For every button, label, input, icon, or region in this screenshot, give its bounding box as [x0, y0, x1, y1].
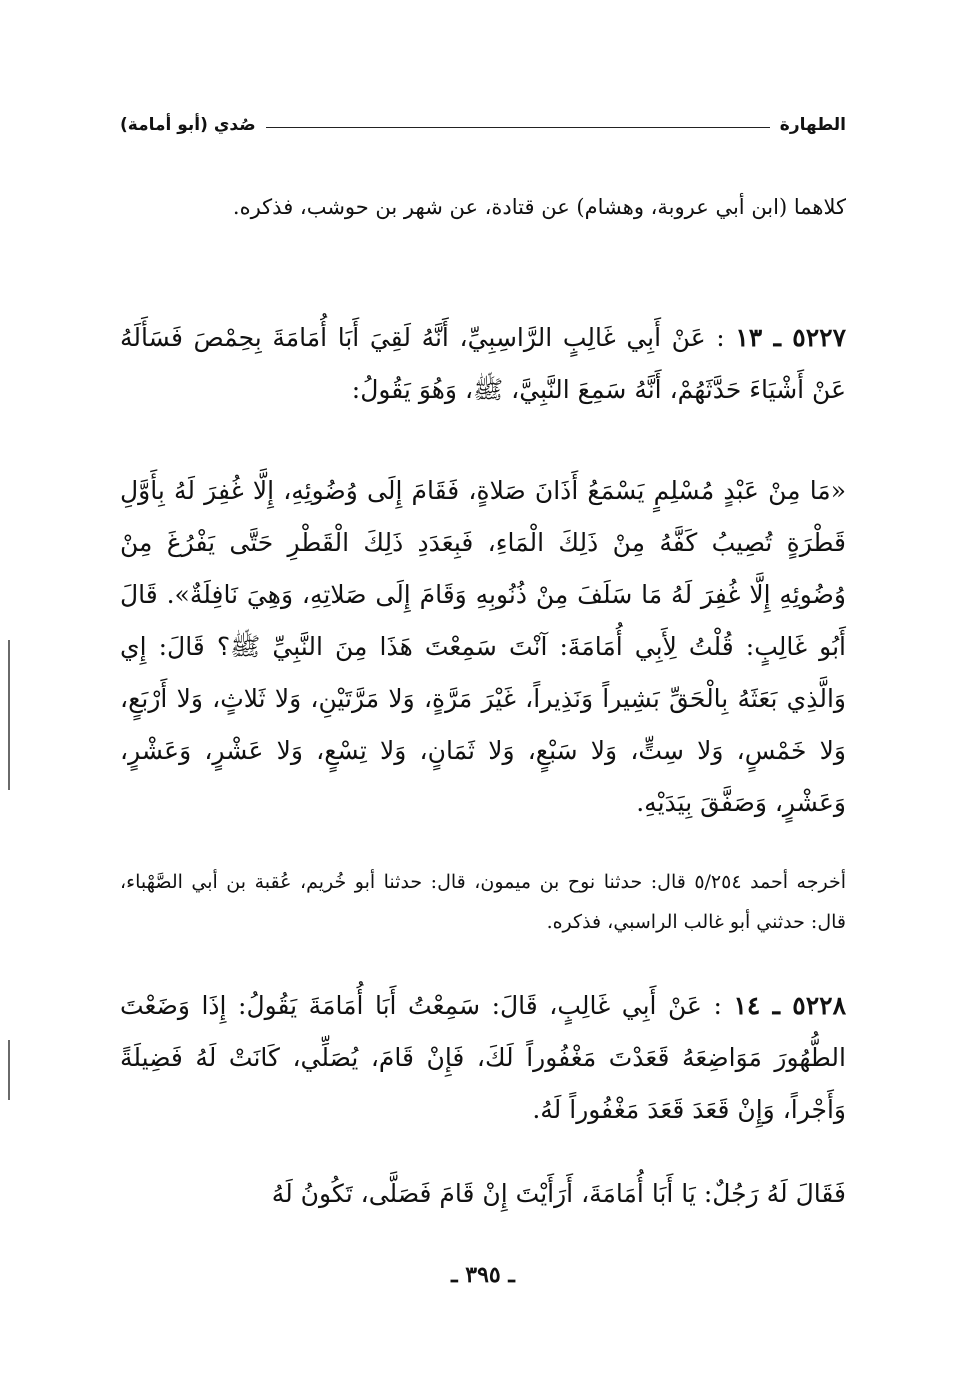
page-number: ـ ٣٩٥ ـ	[451, 1262, 515, 1288]
hadith-number: ٥٢٢٧ ـ ١٣	[735, 323, 846, 352]
hadith-5227-intro: ٥٢٢٧ ـ ١٣ : عَنْ أَبِي غَالِبٍ الرَّاسِبِيِّ، أَنَّهُ لَقِيَ أَبَا أُمَامَةَ بِحِمْصَ فَسَأَلَهُ عَنْ أَشْيَاءَ حَدَّثَهُمْ، أَنَّهُ سَمِعَ النَّبِيَّ، ﷺ، وَهُوَ يَقُولُ:	[120, 323, 846, 404]
scan-edge-mark	[8, 1040, 10, 1100]
hadith-5228-continuation: فَقَالَ لَهُ رَجُلٌ: يَا أَبَا أُمَامَةَ، أَرَأَيْتَ إِنْ قَامَ فَصَلَّى، تَكُونُ لَهُ	[271, 1179, 846, 1208]
intro-paragraph: كلاهما (ابن أبي عروبة، وهشام) عن قتادة، عن شهر بن حوشب، فذكره.	[232, 195, 846, 219]
takhrij-note: أخرجه أحمد ٥/٢٥٤ قال: حدثنا نوح بن ميمون، قال: حدثنا أبو خُريم، عُقبة بن أبي الصَّهْباء، قال: حدثني أبو غالب الراسبي، فذكره.	[120, 871, 846, 933]
hadith-5228: ٥٢٢٨ ـ ١٤ : عَنْ أَبِي غَالِبٍ، قَالَ: سَمِعْتُ أَبَا أُمَامَةَ يَقُولُ: إِذَا وَضَعْتَ الطُّهُورَ مَوَاضِعَهُ قَعَدْتَ مَغْفُوراً لَكَ، فَإِنْ قَامَ، يُصَلِّي، كَانَتْ لَهُ فَضِيلَةً وَأَجْراً، وَإِنْ قَعَدَ قَعَدَ مَغْفُوراً لَهُ.	[120, 991, 847, 1124]
header-section: الطهارة	[779, 115, 846, 135]
running-header	[120, 110, 846, 140]
hadith-number: ٥٢٢٨ ـ ١٤	[733, 991, 847, 1020]
scan-edge-mark	[8, 640, 10, 790]
header-narrator: صُدي (أبو أمامة)	[120, 115, 256, 135]
hadith-intro-text: عَنْ أَبِي غَالِبٍ الرَّاسِبِيِّ، أَنَّهُ لَقِيَ أَبَا أُمَامَةَ بِحِمْصَ فَسَأَلَهُ عَنْ أَشْيَاءَ حَدَّثَهُمْ، أَنَّهُ سَمِعَ النَّبِيَّ، ﷺ، وَهُوَ يَقُولُ:	[120, 323, 846, 404]
hadith-5227-body: «مَا مِنْ عَبْدٍ مُسْلِمٍ يَسْمَعُ أَذَانَ صَلاةٍ، فَقَامَ إِلَى وُضُوئِهِ، إِلَّا غُفِرَ لَهُ بِأَوَّلِ قَطْرَةٍ تُصِيبُ كَفَّهُ مِنْ ذَلِكَ الْمَاءِ، فَبِعَدَدِ ذَلِكَ الْقَطْرِ حَتَّى يَفْرُغَ مِنْ وُضُوئِهِ إِلَّا غُفِرَ لَهُ مَا سَلَفَ مِنْ ذُنُوبِهِ وَقَامَ إِلَى صَلاتِهِ، وَهِيَ نَافِلَةٌ». قَالَ أَبُو غَالِبٍ: قُلْتُ لِأَبِي أُمَامَةَ: آنْتَ سَمِعْتَ هَذَا مِنَ النَّبِيِّ ﷺ؟ قَالَ: إِي وَالَّذِي بَعَثَهُ بِالْحَقِّ بَشِيراً وَنَذِيراً، غَيْرَ مَرَّةٍ، وَلا مَرَّتَيْنِ، وَلا ثَلاثٍ، وَلا أَرْبَعٍ، وَلا خَمْسٍ، وَلا سِتٍّ، وَلا سَبْعٍ، وَلا ثَمَانٍ، وَلا تِسْعٍ، وَلا عَشْرٍ، وَعَشْرٍ، وَعَشْرٍ، وَصَفَّقَ بِيَدَيْهِ.	[120, 476, 846, 817]
hadith-text: عَنْ أَبِي غَالِبٍ، قَالَ: سَمِعْتُ أَبَا أُمَامَةَ يَقُولُ: إِذَا وَضَعْتَ الطُّهُورَ مَوَاضِعَهُ قَعَدْتَ مَغْفُوراً لَكَ، فَإِنْ قَامَ، يُصَلِّي، كَانَتْ لَهُ فَضِيلَةً وَأَجْراً، وَإِنْ قَعَدَ قَعَدَ مَغْفُوراً لَهُ.	[120, 991, 846, 1124]
header-rule	[266, 127, 770, 128]
